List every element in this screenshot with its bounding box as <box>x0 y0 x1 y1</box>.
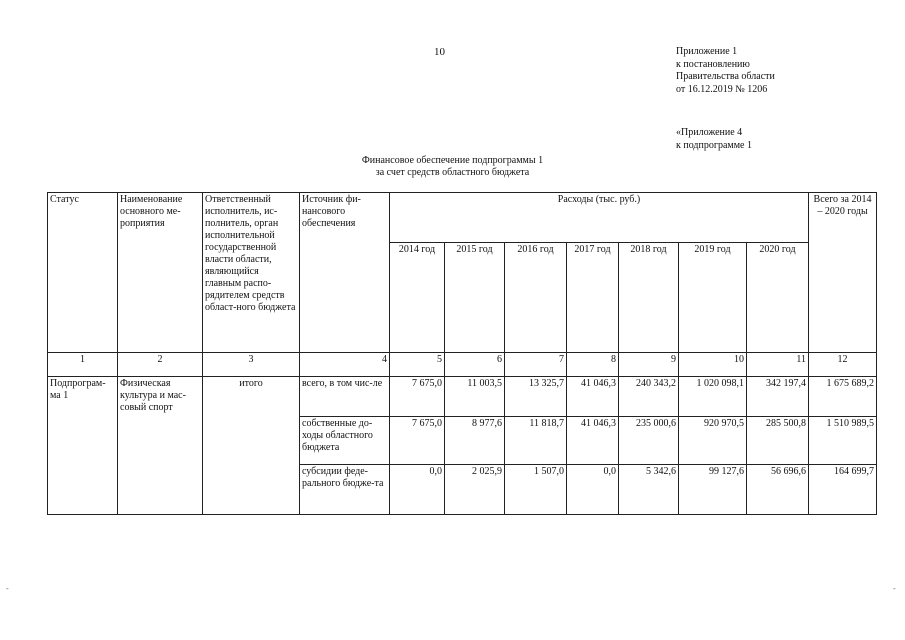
table-row <box>48 377 877 417</box>
header-expenses: Расходы (тыс. руб.) <box>390 193 809 243</box>
value-cell: 235 000,6 <box>619 417 679 465</box>
appendix-line: к постановлению <box>676 58 750 70</box>
header-year: 2016 год <box>505 243 567 353</box>
header-year: 2015 год <box>445 243 505 353</box>
value-cell: 7 675,0 <box>390 377 445 417</box>
source-cell: собственные до-ходы областного бюджета <box>300 417 390 465</box>
activity-cell: Физическая культура и мас-совый спорт <box>118 377 203 515</box>
value-cell: 8 977,6 <box>445 417 505 465</box>
value-cell: 342 197,4 <box>747 377 809 417</box>
header-executor: Ответственный исполнитель, ис-полнитель, орган исполнительной государственной власти области, являющийся главным распо-рядителем средств област-ного бюджета <box>203 193 300 353</box>
value-cell: 1 675 689,2 <box>809 377 877 417</box>
left-edge-mark: - <box>6 584 9 593</box>
value-cell: 1 510 989,5 <box>809 417 877 465</box>
column-number: 12 <box>809 353 877 377</box>
appendix-reference <box>676 46 775 96</box>
page-number: 10 <box>434 46 445 58</box>
header-year: 2020 год <box>747 243 809 353</box>
sub-appendix-reference <box>676 127 752 152</box>
document-title <box>280 155 625 179</box>
value-cell: 2 025,9 <box>445 465 505 515</box>
value-cell: 1 020 098,1 <box>679 377 747 417</box>
value-cell: 920 970,5 <box>679 417 747 465</box>
column-number: 5 <box>390 353 445 377</box>
value-cell: 1 507,0 <box>505 465 567 515</box>
column-number: 4 <box>300 353 390 377</box>
value-cell: 240 343,2 <box>619 377 679 417</box>
value-cell: 99 127,6 <box>679 465 747 515</box>
column-number: 11 <box>747 353 809 377</box>
column-number: 7 <box>505 353 567 377</box>
appendix-line: Правительства области <box>676 71 775 82</box>
value-cell: 11 003,5 <box>445 377 505 417</box>
value-cell: 41 046,3 <box>567 417 619 465</box>
header-total-continued <box>809 243 877 353</box>
value-cell: 56 696,6 <box>747 465 809 515</box>
header-year: 2017 год <box>567 243 619 353</box>
column-number: 6 <box>445 353 505 377</box>
column-number-row <box>48 353 877 377</box>
column-number: 1 <box>48 353 118 377</box>
source-cell: всего, в том чис-ле <box>300 377 390 417</box>
source-cell: субсидии феде-рального бюдже-та <box>300 465 390 515</box>
value-cell: 0,0 <box>390 465 445 515</box>
sub-appendix-line: к подпрограмме 1 <box>676 139 752 151</box>
header-total: Всего за 2014 – 2020 годы <box>809 193 877 243</box>
value-cell: 0,0 <box>567 465 619 515</box>
header-year: 2019 год <box>679 243 747 353</box>
header-source: Источник фи-нансового обеспечения <box>300 193 390 353</box>
value-cell: 7 675,0 <box>390 417 445 465</box>
appendix-line: Приложение 1 <box>676 46 738 57</box>
column-number: 8 <box>567 353 619 377</box>
header-year: 2018 год <box>619 243 679 353</box>
header-row-1 <box>48 193 877 243</box>
column-number: 9 <box>619 353 679 377</box>
financing-table <box>47 192 877 515</box>
header-activity: Наименование основного ме-роприятия <box>118 193 203 353</box>
value-cell: 5 342,6 <box>619 465 679 515</box>
column-number: 2 <box>118 353 203 377</box>
header-year: 2014 год <box>390 243 445 353</box>
column-number: 10 <box>679 353 747 377</box>
value-cell: 13 325,7 <box>505 377 567 417</box>
value-cell: 164 699,7 <box>809 465 877 515</box>
column-number: 3 <box>203 353 300 377</box>
title-line-1: Финансовое обеспечение подпрограммы 1 <box>361 155 544 166</box>
appendix-line: от 16.12.2019 № 1206 <box>676 83 768 95</box>
title-line-2: за счет средств областного бюджета <box>375 167 530 178</box>
sub-appendix-line: «Приложение 4 <box>676 127 743 138</box>
status-cell: Подпрограм-ма 1 <box>48 377 118 515</box>
value-cell: 11 818,7 <box>505 417 567 465</box>
executor-cell: итого <box>203 377 300 515</box>
value-cell: 41 046,3 <box>567 377 619 417</box>
value-cell: 285 500,8 <box>747 417 809 465</box>
header-status: Статус <box>48 193 118 353</box>
right-edge-mark: - <box>893 584 896 593</box>
